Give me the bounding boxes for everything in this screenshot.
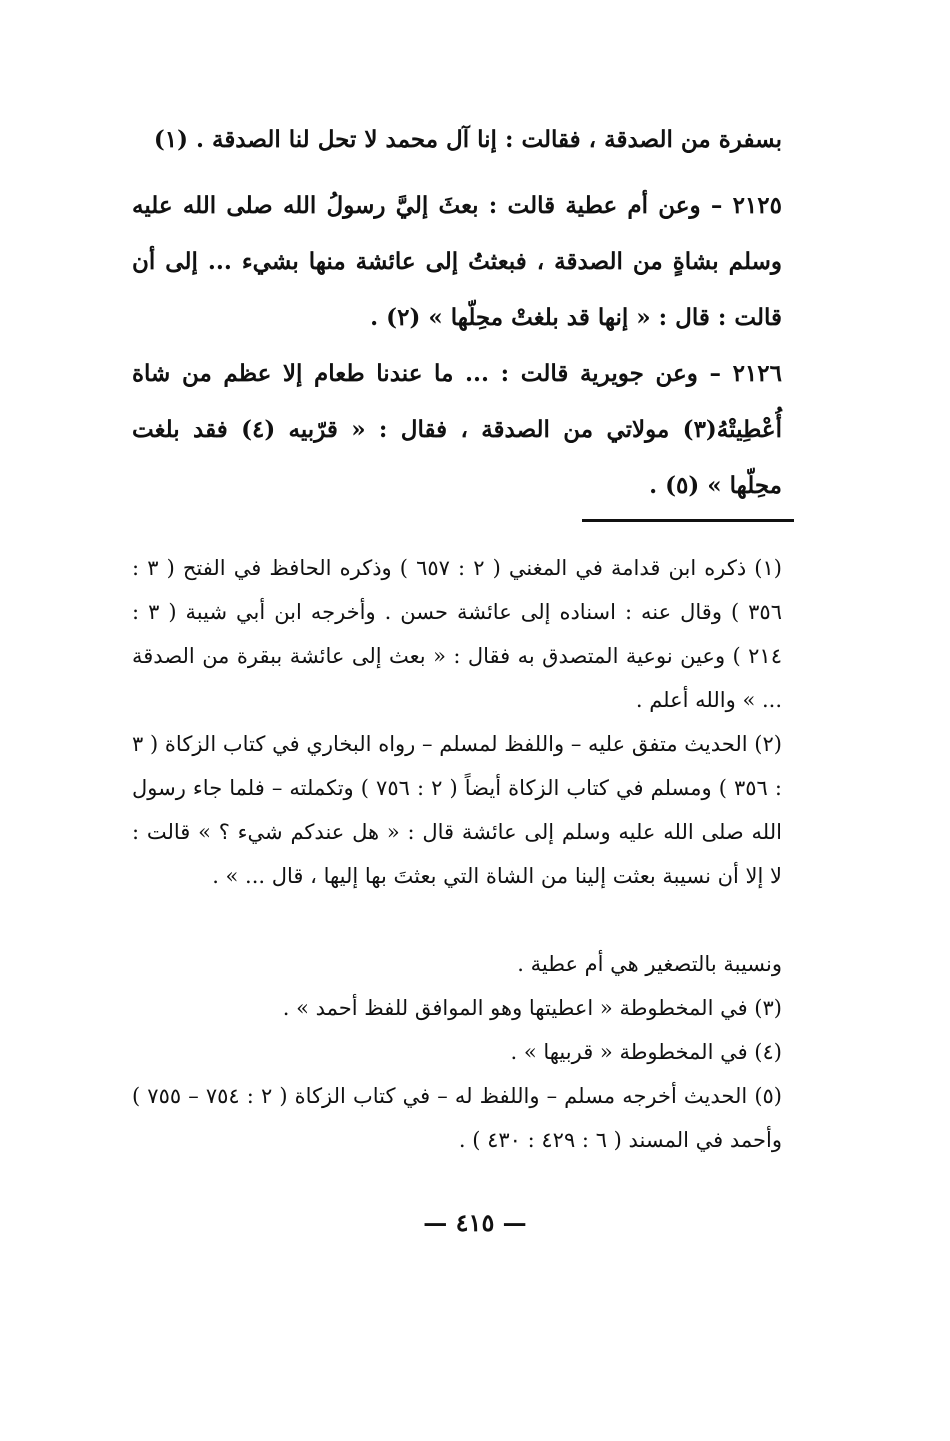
page-number: — ٤١٥ — <box>423 1208 527 1237</box>
hadith-paragraph-continuation: بسفرة من الصدقة ، فقالت : إنا آل محمد لا تحل لنا الصدقة . (١) <box>153 126 782 153</box>
footnote-2: (٢) الحديث متفق عليه – واللفظ لمسلم – رواه البخاري في كتاب الزكاة ( ٣ : ٣٥٦ ) ومسلم في كتاب الزكاة أيضاً ( ٢ : ٧٥٦ ) وتكملته – فلما جاء رسول الله صلى الله عليه وسلم إلى عائشة قال : « هل عندكم شيء ؟ » قالت : لا إلا أن نسيبة بعثت إلينا من الشاة التي بعثتَ بها إليها ، قال ... » . <box>132 732 782 888</box>
footnote-5: (٥) الحديث أخرجه مسلم – واللفظ له – في كتاب الزكاة ( ٢ : ٧٥٤ – ٧٥٥ ) وأحمد في المسند ( ٦ : ٤٢٩ : ٤٣٠ ) . <box>132 1084 782 1152</box>
footnote-divider <box>582 519 794 522</box>
hadith-paragraph-2125: ٢١٢٥ – وعن أم عطية قالت : بعثَ إليَّ رسولُ الله صلى الله عليه وسلم بشاةٍ من الصدقة ، فبعثتُ إلى عائشة منها بشيء ... إلى أن قالت : قال : « إنها قد بلغتْ محِلّها » (٢) . <box>132 192 782 331</box>
footnote-2-note: ونسيبة بالتصغير هي أم عطية . <box>517 952 782 976</box>
footnote-4: (٤) في المخطوطة « قربيها » . <box>510 1040 782 1064</box>
footnote-1: (١) ذكره ابن قدامة في المغني ( ٢ : ٦٥٧ ) وذكره الحافظ في الفتح ( ٣ : ٣٥٦ ) وقال عنه : اسناده إلى عائشة حسن . وأخرجه ابن أبي شيبة ( ٣ : ٢١٤ ) وعين نوعية المتصدق به فقال : « بعث إلى عائشة ببقرة من الصدقة ... » والله أعلم . <box>132 556 782 712</box>
hadith-paragraph-2126: ٢١٢٦ – وعن جويرية قالت : ... ما عندنا طعام إلا عظم من شاة أُعْطِيتْهُ(٣) مولاتي من الصدقة ، فقال : « قرّبيه (٤) فقد بلغت محِلّها » (٥) . <box>132 360 782 499</box>
footnote-3: (٣) في المخطوطة « اعطيتها وهو الموافق للفظ أحمد » . <box>282 996 782 1020</box>
